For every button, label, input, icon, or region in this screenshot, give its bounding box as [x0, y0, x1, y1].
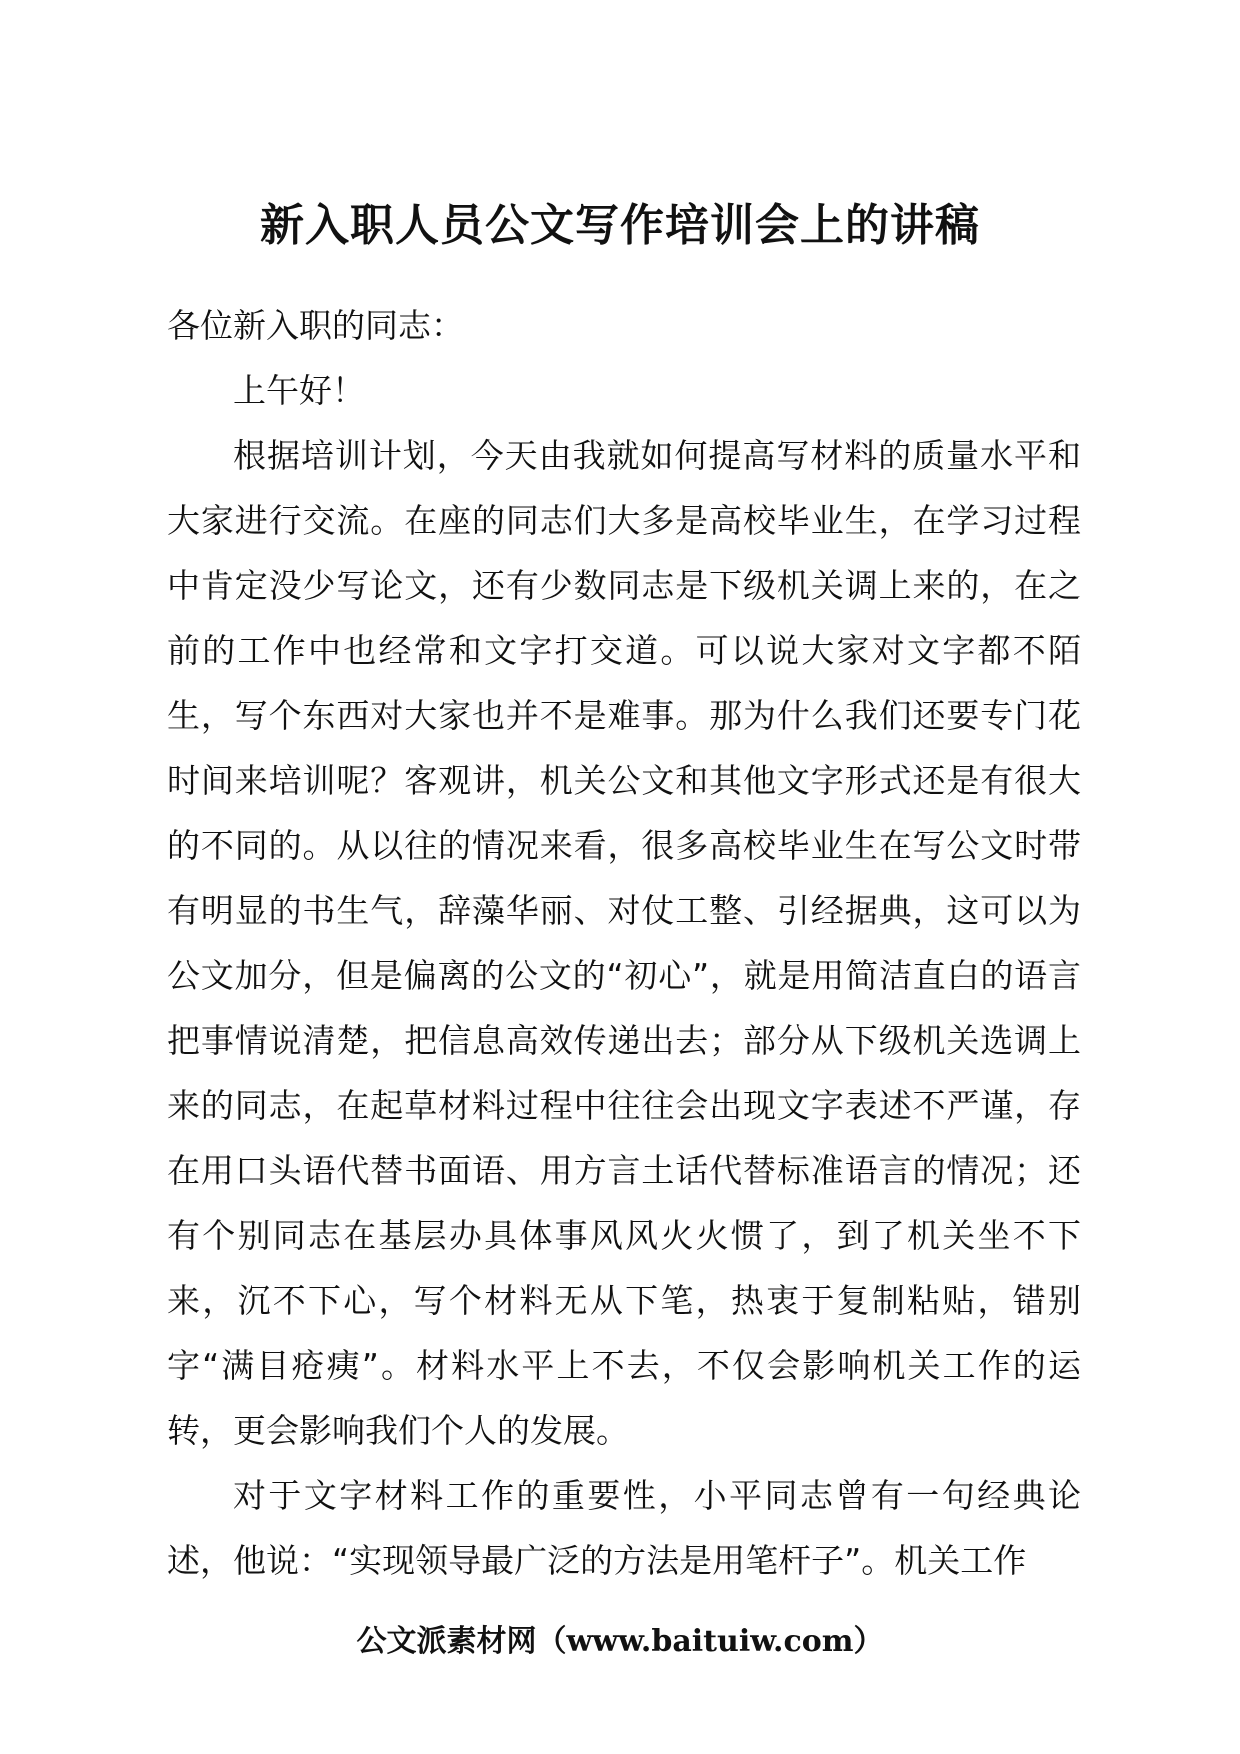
document-title: 新入职人员公文写作培训会上的讲稿	[260, 200, 980, 251]
document-body	[167, 293, 1081, 1593]
body-paragraph: 根据培训计划，今天由我就如何提高写材料的质量水平和大家进行交流。在座的同志们大多是高校毕业生，在学习过程中肯定没少写论文，还有少数同志是下级机关调上来的，在之前的工作中也经常和文字打交道。可以说大家对文字都不陌生，写个东西对大家也并不是难事。那为什么我们还要专门花时间来培训呢？客观讲，机关公文和其他文字形式还是有很大的不同的。从以往的情况来看，很多高校毕业生在写公文时带有明显的书生气，辞藻华丽、对仗工整、引经据典，这可以为公文加分，但是偏离的公文的“初心”，就是用简洁直白的语言把事情说清楚，把信息高效传递出去；部分从下级机关选调上来的同志，在起草材料过程中往往会出现文字表述不严谨，存在用口头语代替书面语、用方言土话代替标准语言的情况；还有个别同志在基层办具体事风风火火惯了，到了机关坐不下来，沉不下心，写个材料无从下笔，热衷于复制粘贴，错别字“满目疮痍”。材料水平上不去，不仅会影响机关工作的运转，更会影响我们个人的发展。	[167, 436, 1081, 1450]
footer-watermark: 公文派素材网（www.baituiw.com）	[356, 1624, 884, 1659]
salutation: 各位新入职的同志：	[167, 306, 464, 345]
greeting: 上午好！	[233, 371, 365, 410]
body-paragraph: 对于文字材料工作的重要性，小平同志曾有一句经典论述，他说：“实现领导最广泛的方法是用笔杆子”。机关工作	[167, 1476, 1081, 1580]
